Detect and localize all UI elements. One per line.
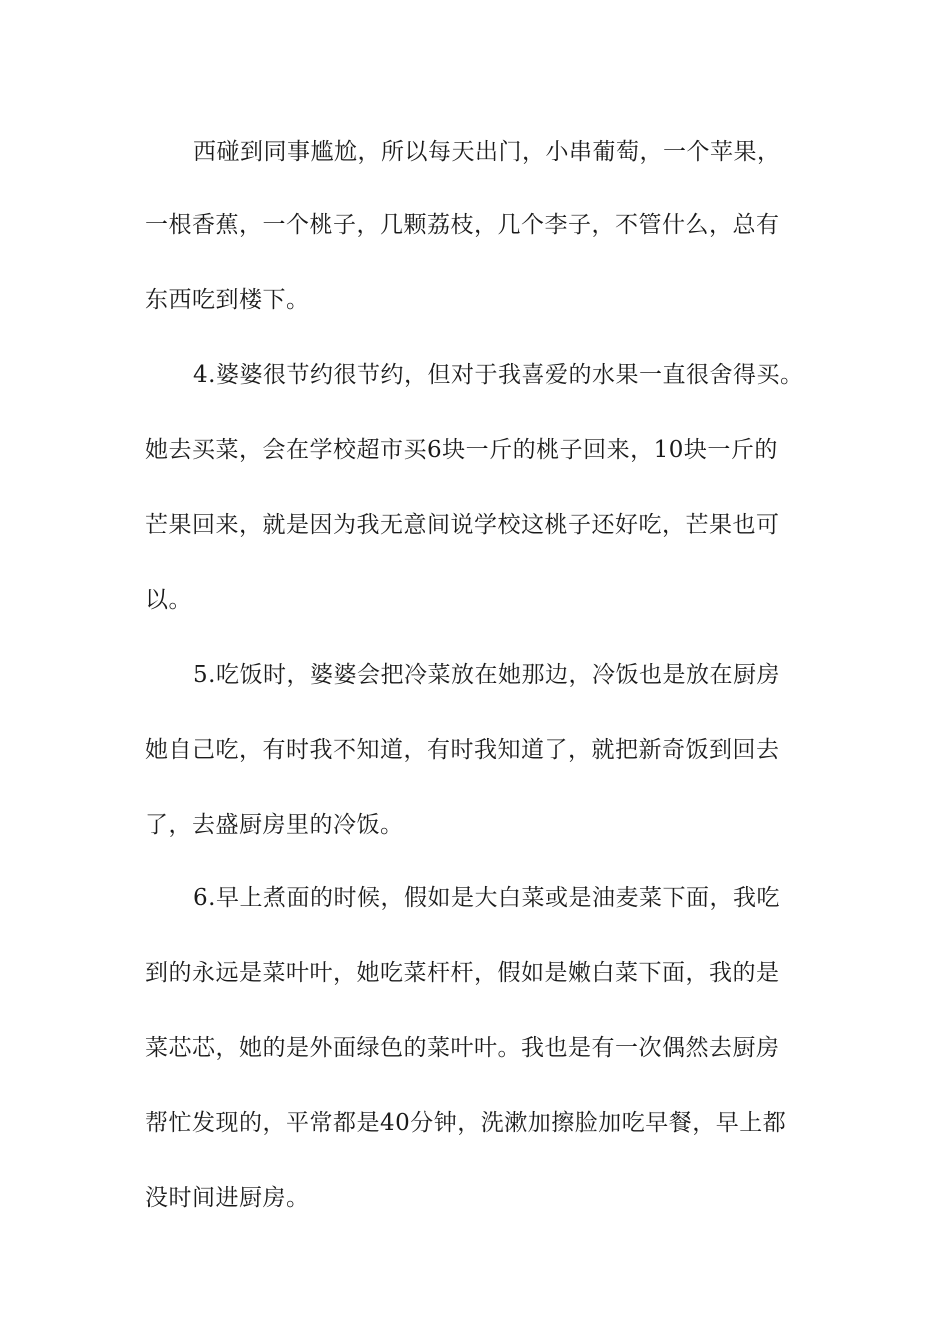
text-line: 东西吃到楼下。 bbox=[145, 287, 310, 313]
text-line: 4.婆婆很节约很节约，但对于我喜爱的水果一直很舍得买。 bbox=[193, 362, 804, 388]
text-line: 到的永远是菜叶叶，她吃菜杆杆，假如是嫩白菜下面，我的是 bbox=[145, 960, 780, 986]
text-line: 她自己吃，有时我不知道，有时我知道了，就把新奇饭到回去 bbox=[145, 737, 780, 763]
text-line: 以。 bbox=[145, 587, 192, 613]
text-line: 了，去盛厨房里的冷饭。 bbox=[145, 812, 404, 838]
text-line: 西碰到同事尴尬，所以每天出门，小串葡萄，一个苹果， bbox=[193, 139, 781, 165]
text-line: 芒果回来，就是因为我无意间说学校这桃子还好吃，芒果也可 bbox=[145, 512, 780, 538]
text-line: 5.吃饭时，婆婆会把冷菜放在她那边，冷饭也是放在厨房 bbox=[193, 662, 780, 688]
text-line: 她去买菜，会在学校超市买6块一斤的桃子回来，10块一斤的 bbox=[145, 437, 778, 463]
text-line: 6.早上煮面的时候，假如是大白菜或是油麦菜下面，我吃 bbox=[193, 885, 780, 911]
text-line: 没时间进厨房。 bbox=[145, 1185, 310, 1211]
text-line: 一根香蕉，一个桃子，几颗荔枝，几个李子，不管什么，总有 bbox=[145, 212, 780, 238]
text-line: 菜芯芯，她的是外面绿色的菜叶叶。我也是有一次偶然去厨房 bbox=[145, 1035, 780, 1061]
text-line: 帮忙发现的，平常都是40分钟，洗漱加擦脸加吃早餐，早上都 bbox=[145, 1110, 787, 1136]
